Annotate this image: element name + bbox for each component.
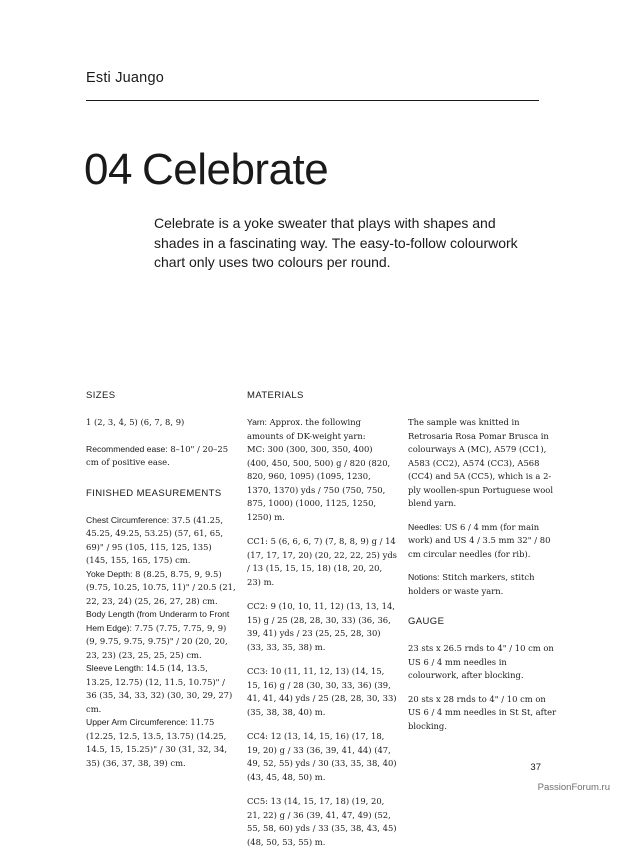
yarn-text: Approx. the following amounts of DK-weight yarn: [247,417,366,441]
measurement-sleeve [86,662,236,716]
column-materials [247,389,397,849]
gauge-stockinette: 20 sts x 28 rnds to 4" / 10 cm on US 6 / 4 mm needles in St St, after blocking. [408,693,557,731]
measurement-label: Chest Circumference: [86,514,170,525]
measurement-yoke [86,568,236,609]
notions-label: Notions: [408,572,440,582]
measurement-label: Yoke Depth: [86,568,133,579]
measurement-chest [86,514,236,568]
sizes-line: 1 (2, 3, 4, 5) (6, 7, 8, 9) [86,417,185,427]
measurement-value: 7.75 (7.75, 7.75, 9, 9) (9, 9.75, 9.75, 9.75)" / 20 (20, 20, 23, 23) (23, 25, 25, 25) cm. [86,622,228,660]
measurement-label: Body Length (from Underarm to Front Hem Edge): [86,609,230,633]
yarn-intro [247,416,397,443]
measurement-body-length [86,608,236,662]
measurement-label: Sleeve Length: [86,663,144,673]
finished-measurements-heading: FINISHED MEASUREMENTS [86,487,222,499]
column-sample-gauge [408,389,558,733]
notions [408,571,558,598]
measurement-upper-arm [86,716,236,770]
needles-label: Needles: [408,521,442,532]
pattern-name: Celebrate [141,145,329,194]
page-number: 37 [530,762,541,773]
yarn-cc2: CC2: 9 (10, 10, 11, 12) (13, 13, 14, 15) g / 25 (28, 28, 30, 33) (36, 36, 39, 41) yds / 23 (25, 25, 28, 30) (33, 33, 35, 38) m. [247,601,395,652]
yarn-cc4: CC4: 12 (13, 14, 15, 16) (17, 18, 19, 20) g / 33 (36, 39, 41, 44) (47, 49, 52, 55) yds / 30 (33, 35, 38, 40) (43, 45, 48, 50) m. [247,731,397,782]
intro-paragraph: Celebrate is a yoke sweater that plays with shapes and shades in a fascinating way. The easy-to-follow colourwork chart only uses two colours per round. [154,215,518,270]
needles-text: US 6 / 4 mm (for main work) and US 4 / 3.5 mm 32" / 80 cm circular needles (for rib). [408,521,551,559]
gauge-colourwork: 23 sts x 26.5 rnds to 4" / 10 cm on US 6 / 4 mm needles in colourwork, after blocking. [408,643,554,680]
sample-yarn-note: The sample was knitted in Retrosaria Rosa Pomar Brusca in colourways A (MC), A579 (CC1), A583 (CC2), A574 (CC3), A568 (CC4) and 5A (CC5), which is a 2-ply woollen-spun Portuguese wool blend yarn. [408,417,553,508]
yarn-cc3: CC3: 10 (11, 11, 12, 13) (14, 15, 15, 16) g / 28 (30, 30, 33, 36) (39, 41, 41, 44) yds / 25 (28, 28, 30, 33) (35, 38, 38, 40) m. [247,666,397,717]
materials-heading: MATERIALS [247,390,304,401]
ease-label: Recommended ease: [86,443,168,454]
sizes-heading: SIZES [86,390,116,401]
page-title [84,146,328,194]
pattern-number: 04 [84,145,132,194]
measurement-value: 11.75 (12.25, 12.5, 13.5, 13.75) (14.25, 14.5, 15, 15.25)" / 30 (31, 32, 34, 35) (36, 37, 38, 39) cm. [86,717,228,768]
yarn-mc: MC: 300 (300, 300, 350, 400) (400, 450, 500, 500) g / 820 (820, 820, 960, 1095) (1095, 1230, 1370, 1370) yds / 750 (750, 750, 875, 1000) (1000, 1125, 1250, 1250) m. [247,444,391,522]
header-rule [86,100,539,101]
yarn-label: Yarn: [247,417,267,427]
recommended-ease [86,443,236,470]
yarn-cc1: CC1: 5 (6, 6, 6, 7) (7, 8, 8, 9) g / 14 (17, 17, 17, 20) (20, 22, 22, 25) yds / 13 (15, 15, 15, 18) (18, 20, 20, 23) m. [247,536,397,587]
notions-text: Stitch markers, stitch holders or waste yarn. [408,572,535,596]
watermark: PassionForum.ru [537,782,610,793]
gauge-heading: GAUGE [408,616,445,627]
needles [408,521,558,562]
measurement-value: 37.5 (41.25, 45.25, 49.25, 53.25) (57, 61, 65, 69)" / 95 (105, 115, 125, 135) (145, 155, 165, 175) cm. [86,514,224,565]
measurement-value: 8 (8.25, 8.75, 9, 9.5) (9.75, 10.25, 10.75, 11)" / 20.5 (21, 22, 23, 24) (25, 26, 27, 28) cm. [86,568,236,606]
measurement-value: 14.5 (14, 13.5, 13.25, 12.75) (12, 11.5, 10.75)" / 36 (35, 34, 33, 32) (30, 30, 29, 27) cm. [86,663,233,714]
yarn-cc5: CC5: 13 (14, 15, 17, 18) (19, 20, 21, 22) g / 36 (39, 41, 47, 49) (52, 55, 58, 60) yds / 33 (35, 38, 43, 45) (48, 50, 53, 55) m. [247,796,397,847]
column-sizes-measurements [86,389,236,770]
measurement-label: Upper Arm Circumference: [86,717,188,727]
designer-name: Esti Juango [86,70,164,86]
ease-text: 8–10" / 20–25 cm of positive ease. [86,443,229,467]
